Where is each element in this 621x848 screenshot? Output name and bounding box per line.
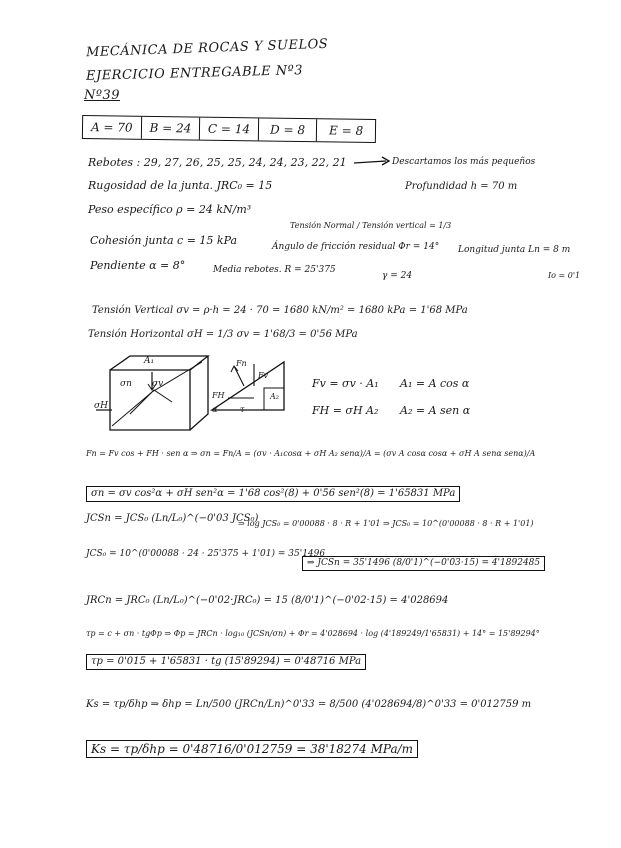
cohesion-line: Cohesión junta c = 15 kPa — [90, 234, 238, 247]
parameter-table — [82, 115, 376, 143]
figure-label-a2: A₂ — [270, 392, 279, 401]
profundidad-line: Profundidad h = 70 m — [405, 181, 518, 192]
peak-angle-line: τp = c + σn · tgΦp ⇒ Φp = JRCn · log₁₀ (JCSn/σn) + Φr = 4'028694 · log (4'189249/1'65831) + 14° = 15'89294° — [86, 629, 540, 638]
a2-line: A₂ = A sen α — [400, 404, 471, 417]
param-c: C = 14 — [200, 118, 259, 141]
figure-label-fv: Fv — [258, 371, 269, 380]
param-d: D = 8 — [259, 118, 318, 141]
param-b: B = 24 — [141, 117, 200, 140]
io-line: Io = 0'1 — [548, 271, 581, 280]
pendiente-line: Pendiente α = 8° — [90, 259, 186, 272]
figure-label-alpha: α — [212, 405, 218, 414]
horizontal-stress-line: Tensión Horizontal σH = 1/3 σv = 1'68/3 = 0'56 MPa — [88, 329, 358, 340]
param-a: A = 70 — [83, 116, 142, 139]
peak-shear-result: τp = 0'015 + 1'65831 · tg (15'89294) = 0'48716 MPa — [86, 654, 366, 670]
figure-label-tau: τ — [240, 405, 245, 414]
jcs-value-line: JCS₀ = 10^(0'00088 · 24 · 25'375 + 1'01) = 35'1496 — [86, 549, 326, 559]
gamma-line: γ = 24 — [382, 271, 413, 281]
fh-line: FH = σH A₂ — [312, 404, 379, 417]
media-line: Media rebotes. R = 25'375 — [213, 265, 336, 275]
param-e: E = 8 — [329, 123, 364, 138]
vertical-stress-line: Tensión Vertical σv = ρ·h = 24 · 70 = 1680 kN/m² = 1680 kPa = 1'68 MPa — [92, 305, 468, 316]
figure-label-sv: σv — [152, 379, 164, 389]
figure-label-fn: Fn — [236, 359, 247, 368]
fn-derivation-line: Fn = Fv cos + FH · sen α ⇒ σn = Fn/A = (σv · A₁cosα + σH A₂ senα)/A = (σv A cosα cosα + σH A senα senα)/A — [86, 449, 536, 458]
figure-label-sn: σn — [120, 379, 132, 389]
header-line-1: MECÁNICA DE ROCAS Y SUELOS — [85, 36, 329, 61]
longitud-line: Longitud junta Ln = 8 m — [458, 245, 571, 255]
header-line-2: EJERCICIO ENTREGABLE Nº3 — [85, 63, 304, 84]
jcs-formula-line: JCSn = JCS₀ (Ln/L₀)^(−0'03 JCS₀) — [86, 513, 259, 524]
jcs-result: ⇒ JCSn = 35'1496 (8/0'1)^(−0'03·15) = 4'1892485 — [302, 556, 545, 571]
displacement-line: Ks = τp/δhp ⇒ δhp = Ln/500 (JRCn/Ln)^0'33 = 8/500 (4'028694/8)^0'33 = 0'012759 m — [86, 699, 532, 710]
rugosidad-line: Rugosidad de la junta. JRC₀ = 15 — [88, 179, 273, 192]
rebotes-line: Rebotes : 29, 27, 26, 25, 25, 24, 24, 23, 22, 21 — [88, 156, 347, 169]
a1-line: A₁ = A cos α — [400, 377, 470, 390]
figure-label-fh: FH — [212, 391, 225, 400]
normal-stress-result: σn = σv cos²α + σH sen²α = 1'68 cos²(8) + 0'56 sen²(8) = 1'65831 MPa — [86, 486, 460, 502]
arrow-icon — [352, 155, 392, 169]
jcs-log-line: ⇒ log JCS₀ = 0'00088 · 8 · R + 1'01 ⇒ JCS₀ = 10^(0'00088 · 8 · R + 1'01) — [238, 519, 534, 528]
stiffness-result: Ks = τp/δhp = 0'48716/0'012759 = 38'18274 MPa/m — [86, 740, 418, 758]
angulo-line: Ángulo de fricción residual Φr = 14° — [272, 242, 440, 252]
tension-ratio-line: Tensión Normal / Tensión vertical = 1/3 — [290, 221, 452, 230]
fv-line: Fv = σv · A₁ — [312, 377, 379, 390]
wedge-figure — [204, 356, 294, 416]
peso-line: Peso específico ρ = 24 kN/m³ — [88, 203, 252, 216]
figure-label-sh: σH — [94, 401, 108, 411]
figure-label-a1: A₁ — [144, 356, 155, 366]
exercise-number: Nº39 — [84, 88, 121, 103]
jrc-line: JRCn = JRC₀ (Ln/L₀)^(−0'02·JRC₀) = 15 (8/0'1)^(−0'02·15) = 4'028694 — [86, 595, 449, 606]
rebotes-note: Descartamos los más pequeños — [392, 157, 536, 167]
